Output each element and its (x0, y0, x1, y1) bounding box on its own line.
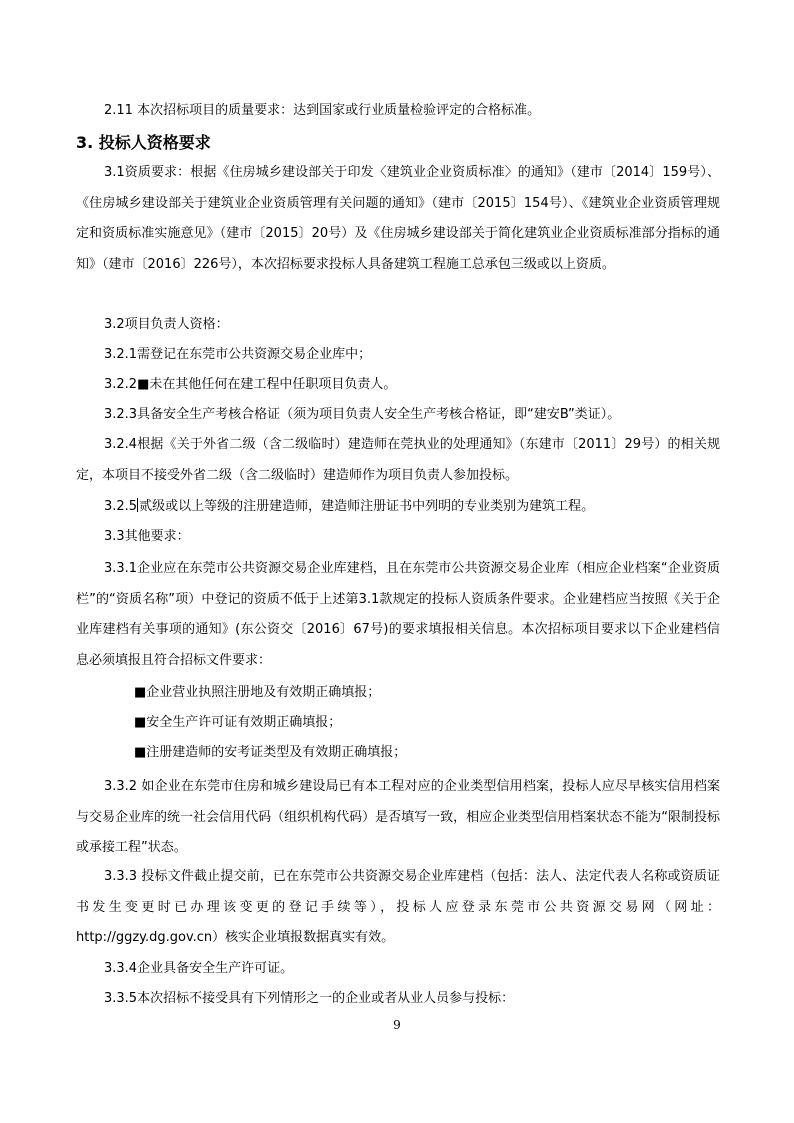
paragraph-3-3-4: 3.3.4企业具备安全生产许可证。 (104, 961, 294, 976)
paragraph-3-3-5: 3.3.5本次招标不接受具有下列情形之一的企业或者从业人员参与投标： (104, 991, 515, 1006)
paragraph-3-2-5-text: 贰级或以上等级的注册建造师，建造师注册证书中列明的专业类别为建筑工程。 (139, 499, 595, 514)
paragraph-3-3-1: 3.3.1企业应在东莞市公共资源交易企业库建档，且在东莞市公共资源交易企业库（相应企业档案“企业资质栏”的“资质名称”项）中登记的资质不低于上述第3.1款规定的投标人资质条件要求。企业建档应当按照《关于企业库建档有关事项的通知》(东公资交〔2016〕67号)的要求填报相关信息。本次招标项目要求以下企业建档信息必须填报且符合招标文件要求： (76, 561, 720, 668)
paragraph-3-2-5 (76, 492, 720, 523)
section-heading-3: 3. 投标人资格要求 (76, 133, 211, 152)
paragraph-3-3-3: 3.3.3 投标文件截止提交前，已在东莞市公共资源交易企业库建档（包括：法人、法定代表人名称或资质证书发生变更时已办理该变更的登记手续等），投标人应登录东莞市公共资源交易网（网址：http://ggzy.dg.gov.cn）核实企业填报数据真实有效。 (76, 869, 720, 945)
paragraph-3-2-1: 3.2.1需登记在东莞市公共资源交易企业库中； (104, 347, 372, 362)
paragraph-3-2-4: 3.2.4根据《关于外省二级（含二级临时）建造师在莞执业的处理通知》（东建市〔2011〕29号）的相关规定，本项目不接受外省二级（含二级临时）建造师作为项目负责人参加投标。 (76, 437, 720, 483)
paragraph-3-3-2: 3.3.2 如企业在东莞市住房和城乡建设局已有本工程对应的企业类型信用档案，投标人应尽早核实信用档案与交易企业库的统一社会信用代码（组织机构代码）是否填写一致，相应企业类型信用档案状态不能为“限制投标或承接工程”状态。 (76, 779, 720, 855)
bullet-item: ■安全生产许可证有效期正确填报； (134, 715, 342, 730)
paragraph-3-2-3: 3.2.3具备安全生产考核合格证（须为项目负责人安全生产考核合格证，即“建安B”类证）。 (104, 407, 621, 422)
paragraph-3-3: 3.3其他要求： (104, 529, 190, 544)
paragraph-3-1: 3.1资质要求：根据《住房城乡建设部关于印发〈建筑业企业资质标准〉的通知》（建市〔2014〕159号）、《住房城乡建设部关于建筑业企业资质管理有关问题的通知》（建市〔2015〕154号）、《建筑业企业资质管理规定和资质标准实施意见》（建市〔2015〕20号）及《住房城乡建设部关于简化建筑业企业资质标准部分指标的通知》（建市〔2016〕226号），本次招标要求投标人具备建筑工程施工总承包三级或以上资质。 (76, 165, 720, 272)
paragraph-2-11: 2.11 本次招标项目的质量要求：达到国家或行业质量检验评定的合格标准。 (104, 103, 541, 118)
paragraph-3-2-2: 3.2.2■未在其他任何在建工程中任职项目负责人。 (104, 377, 397, 392)
text-cursor (137, 498, 138, 512)
bullet-item: ■企业营业执照注册地及有效期正确填报； (134, 685, 381, 700)
bullet-item: ■注册建造师的安考证类型及有效期正确填报； (134, 745, 407, 760)
paragraph-3-2: 3.2项目负责人资格： (104, 317, 229, 332)
page-number: 9 (393, 1018, 401, 1032)
paragraph-3-2-5-number: 3.2.5 (104, 499, 138, 514)
